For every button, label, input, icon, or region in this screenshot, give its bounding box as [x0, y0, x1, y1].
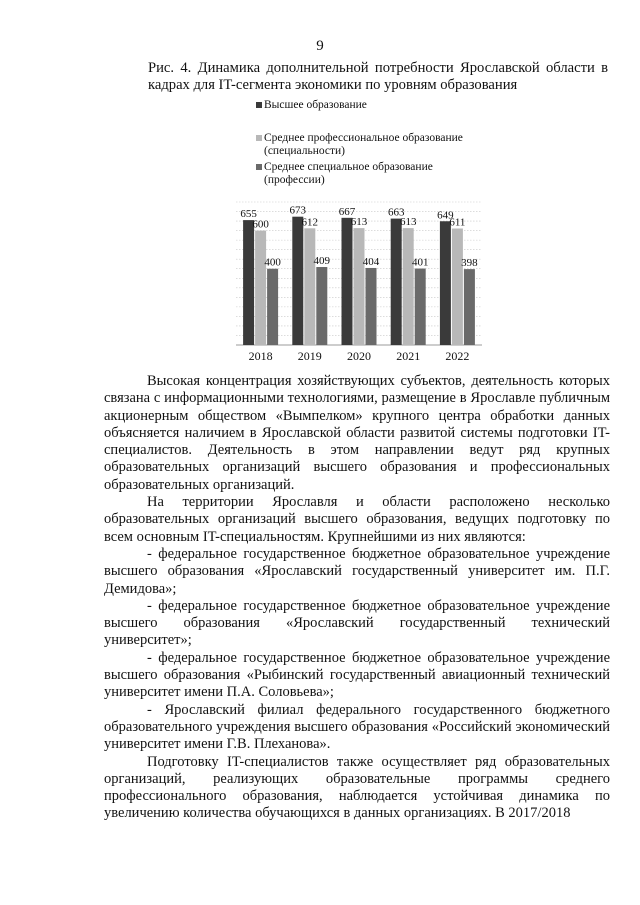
data-label: 404 [362, 255, 380, 268]
x-tick-label: 2020 [347, 349, 371, 363]
chart-bar [292, 217, 303, 345]
chart-bar [316, 267, 327, 345]
chart-bar [391, 219, 402, 345]
data-label: 613 [350, 216, 368, 229]
body-text [104, 373, 610, 823]
x-tick-label: 2018 [248, 349, 273, 363]
data-label: 409 [313, 255, 331, 268]
legend-label-secondary-special: Среднее специальное образование (профессии) [264, 161, 433, 186]
x-tick-label: 2021 [396, 349, 421, 363]
figure-caption: Рис. 4. Динамика дополнительной потребности Ярославской области в кадрах для IT-сегмента экономики по уровням образования [148, 60, 608, 93]
data-label: 600 [252, 218, 269, 231]
data-label: 655 [240, 208, 257, 221]
chart-bar [403, 228, 414, 345]
chart-bar [342, 218, 353, 345]
paragraph: Подготовку IT-специалистов также осуществляет ряд образовательных организаций, реализующих образовательные программы среднего профессионального образования, наблюдается устойчивая динамика по увеличению количества обучающихся в данных организациях. В 2017/2018 [104, 753, 610, 822]
data-label: 613 [399, 216, 417, 229]
chart-bar [267, 269, 278, 345]
chart-bar [464, 269, 475, 345]
data-label: 611 [449, 216, 466, 229]
data-label: 649 [437, 209, 454, 222]
data-label: 612 [301, 216, 319, 229]
chart-bar [304, 228, 315, 345]
page-number: 9 [316, 38, 324, 54]
data-label: 673 [289, 204, 307, 217]
data-label: 663 [387, 206, 405, 219]
chart-bar [255, 231, 266, 345]
x-tick-label: 2022 [445, 349, 470, 363]
data-label: 400 [264, 256, 281, 269]
chart-bar [366, 268, 377, 345]
chart-bar [354, 228, 365, 345]
list-item: - Ярославский филиал федерального государственного бюджетного образовательного учреждения высшего образования «Российский экономический университет имени Г.В. Плеханова». [104, 701, 610, 753]
data-label: 398 [461, 257, 478, 270]
legend-label-higher-education: Высшее образование [264, 99, 367, 111]
list-item: - федеральное государственное бюджетное образовательное учреждение высшего образования «Ярославский государственный университет им. П.Г. Демидова»; [104, 545, 610, 597]
paragraph: Высокая концентрация хозяйствующих субъектов, деятельность которых связана с информационными технологиями, размещение в Ярославле публичным акционерным обществом «Вымпелком» крупного центра обработки данных объясняется наличием в Ярославской области развитой системы подготовки IT-специалистов. Деятельность в этом направлении ведут ряд крупных образовательных организаций высшего образования и профессиональных образовательных организаций. [104, 373, 610, 493]
chart-bar [243, 220, 254, 345]
list-item: - федеральное государственное бюджетное образовательное учреждение высшего образования «Рыбинский государственный авиационный технический университет имени П.А. Соловьева»; [104, 649, 610, 701]
chart-bar [452, 229, 463, 345]
chart-bar [440, 221, 451, 345]
paragraph: На территории Ярославля и области расположено несколько образовательных организаций высшего образования, ведущих подготовку по всем основным IT-специальностям. Крупнейшими из них являются: [104, 494, 610, 545]
chart-bar [415, 269, 426, 345]
data-label: 401 [411, 256, 429, 269]
x-tick-label: 2019 [297, 349, 322, 363]
data-label: 667 [338, 205, 356, 218]
bar-chart [0, 0, 640, 370]
legend-label-secondary-professional: Среднее профессиональное образование (специальности) [264, 132, 463, 157]
list-item: - федеральное государственное бюджетное образовательное учреждение высшего образования «Ярославский государственный технический университет»; [104, 597, 610, 649]
